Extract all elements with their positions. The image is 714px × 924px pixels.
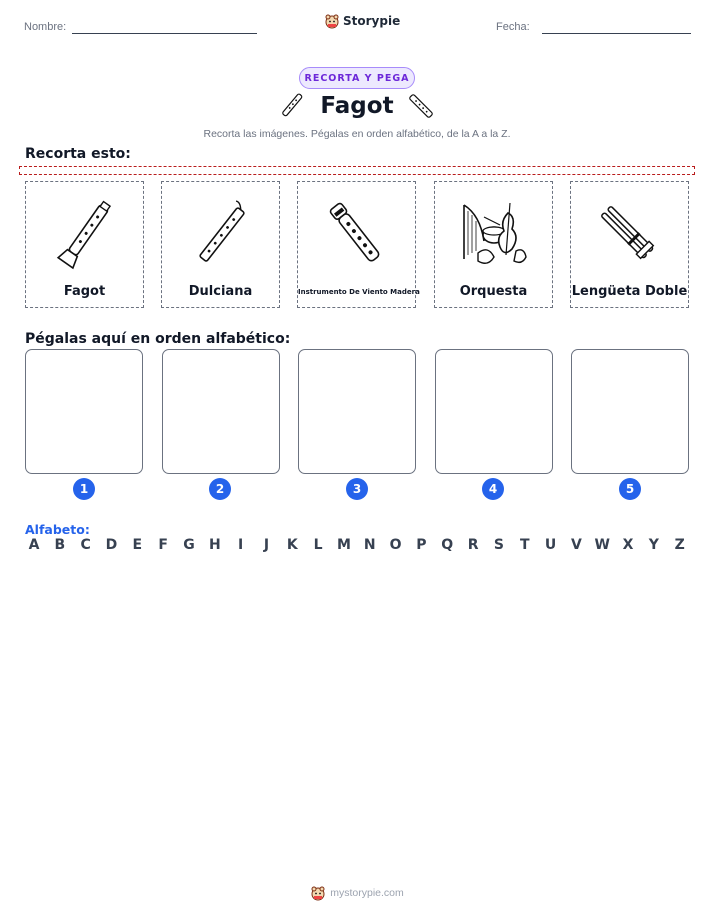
alphabet-letter: F [158,537,168,553]
slot-number-badge: 2 [209,478,231,500]
card-label: Orquesta [459,284,528,299]
alphabet-letter: R [467,537,479,553]
alphabet-letter: B [54,537,66,553]
card-label: Dulciana [188,284,253,299]
brand-name: Storypie [343,14,401,28]
alphabet-letter: P [416,537,427,553]
cut-card[interactable] [570,181,689,308]
storypie-mascot-icon [310,885,326,901]
alphabet-letter: V [570,537,582,553]
alphabet-letter: O [389,537,402,553]
card-label: Fagot [63,284,106,299]
paste-slot-3[interactable] [298,349,416,474]
paste-slot-1[interactable] [25,349,143,474]
alphabet-row [25,537,689,553]
instructions: Recorta las imágenes. Pégalas en orden alfabético, de la A a la Z. [203,128,511,140]
flute-right-icon [408,92,434,120]
alphabet-letter: E [132,537,143,553]
alphabet-letter: I [238,537,244,553]
dulcian-icon [186,195,256,275]
alphabet-letter: T [519,537,530,553]
alphabet-title: Alfabeto: [25,522,90,537]
alphabet-letter: N [363,537,376,553]
alphabet-letter: D [105,537,118,553]
paste-slot-2[interactable] [162,349,280,474]
footer-site-link[interactable]: mystorypie.com [330,887,404,899]
alphabet-letter: U [544,537,557,553]
slot-number-badge: 5 [619,478,641,500]
cut-card[interactable] [297,181,420,308]
card-label: Instrumento De Viento Madera [298,288,420,296]
brand-logo [324,13,400,29]
alphabet-letter: S [493,537,504,553]
slot-number-badge: 4 [482,478,504,500]
cut-card[interactable] [25,181,144,308]
paste-slot-5[interactable] [571,349,689,474]
alphabet-letter: G [183,537,195,553]
footer [0,885,714,901]
alphabet-letter: L [313,537,323,553]
date-line[interactable] [542,33,691,34]
cut-card[interactable] [434,181,553,308]
page-title: Fagot [320,93,394,119]
slot-number-badge: 1 [73,478,95,500]
cut-section-title: Recorta esto: [25,146,131,162]
alphabet-letter: J [263,537,270,553]
cut-line [19,166,695,175]
alphabet-letter: Y [648,537,659,553]
orchestra-icon [454,195,534,275]
cut-card[interactable] [161,181,280,308]
activity-tag: RECORTA Y PEGA [299,67,415,89]
alphabet-letter: W [594,537,610,553]
alphabet-letter: Q [441,537,454,553]
storypie-mascot-icon [324,13,340,29]
alphabet-letter: M [336,537,351,553]
date-label: Fecha: [496,21,530,33]
alphabet-letter: C [80,537,91,553]
alphabet-letter: X [622,537,634,553]
paste-slot-4[interactable] [435,349,553,474]
bassoon-icon [50,195,120,275]
alphabet-letter: Z [674,537,685,553]
alphabet-letter: H [208,537,221,553]
slot-number-badge: 3 [346,478,368,500]
name-label: Nombre: [24,21,67,33]
name-line[interactable] [72,33,257,34]
paste-section-title: Pégalas aquí en orden alfabético: [25,331,291,347]
double-reed-icon [590,195,670,275]
card-label: Lengüeta Doble [571,284,688,299]
alphabet-letter: K [286,537,298,553]
alphabet-letter: A [28,537,40,553]
recorder-icon [322,195,392,275]
